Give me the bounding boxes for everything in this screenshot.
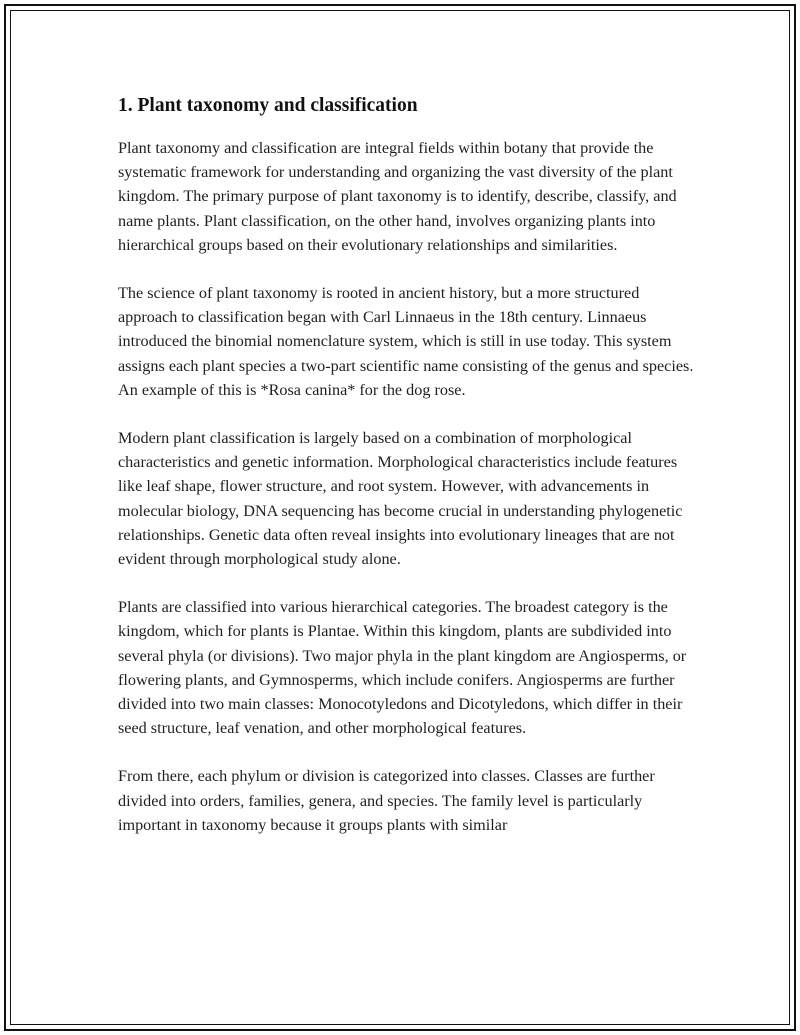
paragraph-1: Plant taxonomy and classification are integral fields within botany that provide the systematic framework for understanding and organizing the vast diversity of the plant kingdom. The primary purpose of plant taxonomy is to identify, describe, classify, and name plants. Plant classification, on the other hand, involves organizing plants into hierarchical groups based on their evolutionary relationships and similarities. bbox=[118, 139, 677, 254]
paragraph-2: The science of plant taxonomy is rooted in ancient history, but a more structured approach to classification began with Carl Linnaeus in the 18th century. Linnaeus introduced the binomial nomenclature system, which is still in use today. This system assigns each plant species a two-part scientific name consisting of the genus and species. An example of this is *Rosa canina* for the dog rose. bbox=[118, 284, 694, 399]
paragraph-3: Modern plant classification is largely based on a combination of morphological characteristics and genetic information. Morphological characteristics include features like leaf shape, flower structure, and root system. However, with advancements in molecular biology, DNA sequencing has become crucial in understanding phylogenetic relationships. Genetic data often reveal insights into evolutionary lineages that are not evident through morphological study alone. bbox=[118, 429, 683, 569]
document-body bbox=[118, 92, 698, 861]
paragraph-4: Plants are classified into various hierarchical categories. The broadest category is the kingdom, which for plants is Plantae. Within this kingdom, plants are subdivided into several phyla (or divisions). Two major phyla in the plant kingdom are Angiosperms, or flowering plants, and Gymnosperms, which include conifers. Angiosperms are further divided into two main classes: Monocotyledons and Dicotyledons, which differ in their seed structure, leaf venation, and other morphological features. bbox=[118, 598, 687, 738]
paragraph-5: From there, each phylum or division is categorized into classes. Classes are further divided into orders, families, genera, and species. The family level is particularly important in taxonomy because it groups plants with similar bbox=[118, 767, 655, 834]
section-heading: 1. Plant taxonomy and classification bbox=[118, 95, 418, 116]
